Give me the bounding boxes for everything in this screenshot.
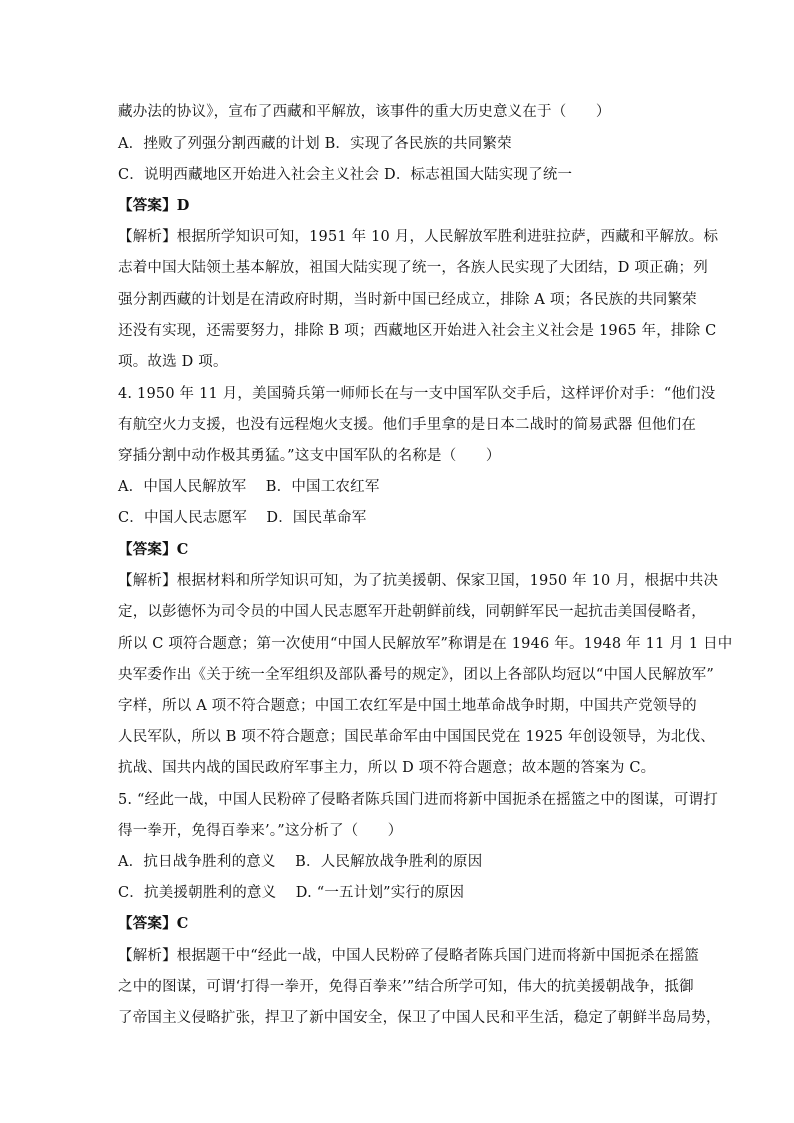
question-5-options-ab: A．抗日战争胜利的意义 B．人民解放战争胜利的原因	[118, 854, 483, 870]
question-4-stem-line-1: 4. 1950 年 11 月，美国骑兵第一师师长在与一支中国军队交手后，这样评价对手：“他们没	[118, 386, 716, 402]
question-4-stem-line-2: 有航空火力支援，也没有远程炮火支援。他们手里拿的是日本二战时的简易武器 但他们在	[118, 417, 697, 433]
question-4-analysis-line-2: 定，以彭德怀为司令员的中国人民志愿军开赴朝鲜前线，同朝鲜军民一起抗击美国侵略者，	[118, 604, 706, 620]
question-4-options-ab: A．中国人民解放军 B．中国工农红军	[118, 479, 380, 495]
question-5-analysis-line-2: 之中的图谋，可谓‘打得一拳开，免得百拳来’”结合所学可知，伟大的抗美援朝战争，抵御	[118, 979, 694, 995]
question-3-answer: 【答案】D	[118, 197, 190, 214]
question-4-analysis-line-6: 人民军队，所以 B 项不符合题意；国民革命军由中国国民党在 1925 年创设领导，为北伐、	[118, 729, 715, 745]
question-4-analysis-line-1: 【解析】根据材料和所学知识可知，为了抗美援朝、保家卫国，1950 年 10 月，根据中共决	[118, 573, 719, 589]
question-5-stem-line-2: 得一拳开，免得百拳来’。”这分析了（ ）	[118, 823, 403, 839]
question-4-answer: 【答案】C	[118, 541, 189, 558]
question-4-stem-line-3: 穿插分割中动作极其勇猛。”这支中国军队的名称是（ ）	[118, 448, 501, 464]
question-4-analysis-line-3: 所以 C 项符合题意；第一次使用“中国人民解放军”称谓是在 1946 年。1948 年 11 月 1 日中	[118, 636, 733, 652]
question-5-options-cd: C．抗美援朝胜利的意义 D. “一五计划”实行的原因	[118, 885, 465, 901]
question-4-analysis-line-4: 央军委作出《关于统一全军组织及部队番号的规定》，团以上各部队均冠以“中国人民解放军”	[118, 667, 714, 683]
question-3-options-ab: A．挫败了列强分割西藏的计划 B．实现了各民族的共同繁荣	[118, 136, 512, 152]
question-3-analysis-line-3: 强分割西藏的计划是在清政府时期，当时新中国已经成立，排除 A 项；各民族的共同繁荣	[118, 292, 697, 308]
question-4-analysis-line-7: 抗战、国共内战的国民政府军事主力，所以 D 项不符合题意；故本题的答案为 C。	[118, 760, 656, 776]
question-3-analysis-line-2: 志着中国大陆领土基本解放，祖国大陆实现了统一，各族人民实现了大团结，D 项正确；列	[118, 260, 708, 276]
question-5-analysis-line-1: 【解析】根据题干中“经此一战，中国人民粉碎了侵略者陈兵国门进而将新中国扼杀在摇篮	[118, 948, 699, 964]
question-5-analysis-line-3: 了帝国主义侵略扩张，捍卫了新中国安全，保卫了中国人民和平生活，稳定了朝鲜半岛局势，	[118, 1010, 721, 1026]
question-3-stem-continued: 藏办法的协议》，宣布了西藏和平解放，该事件的重大历史意义在于（ ）	[118, 104, 611, 120]
question-4-analysis-line-5: 字样，所以 A 项不符合题意；中国工农红军是中国土地革命战争时期，中国共产党领导的	[118, 698, 697, 714]
question-5-stem-line-1: 5. “经此一战，中国人民粉碎了侵略者陈兵国门进而将新中国扼杀在摇篮之中的图谋，可谓打	[118, 792, 718, 808]
question-4-options-cd: C．中国人民志愿军 D．国民革命军	[118, 510, 367, 526]
question-3-analysis-line-5: 项。故选 D 项。	[118, 354, 228, 370]
question-3-options-cd: C．说明西藏地区开始进入社会主义社会 D．标志祖国大陆实现了统一	[118, 167, 573, 183]
question-3-analysis-line-4: 还没有实现，还需要努力，排除 B 项；西藏地区开始进入社会主义社会是 1965 年，排除 C	[118, 323, 717, 339]
question-3-analysis-line-1: 【解析】根据所学知识可知，1951 年 10 月，人民解放军胜利进驻拉萨，西藏和平解放。标	[118, 229, 719, 245]
question-5-answer: 【答案】C	[118, 915, 189, 932]
